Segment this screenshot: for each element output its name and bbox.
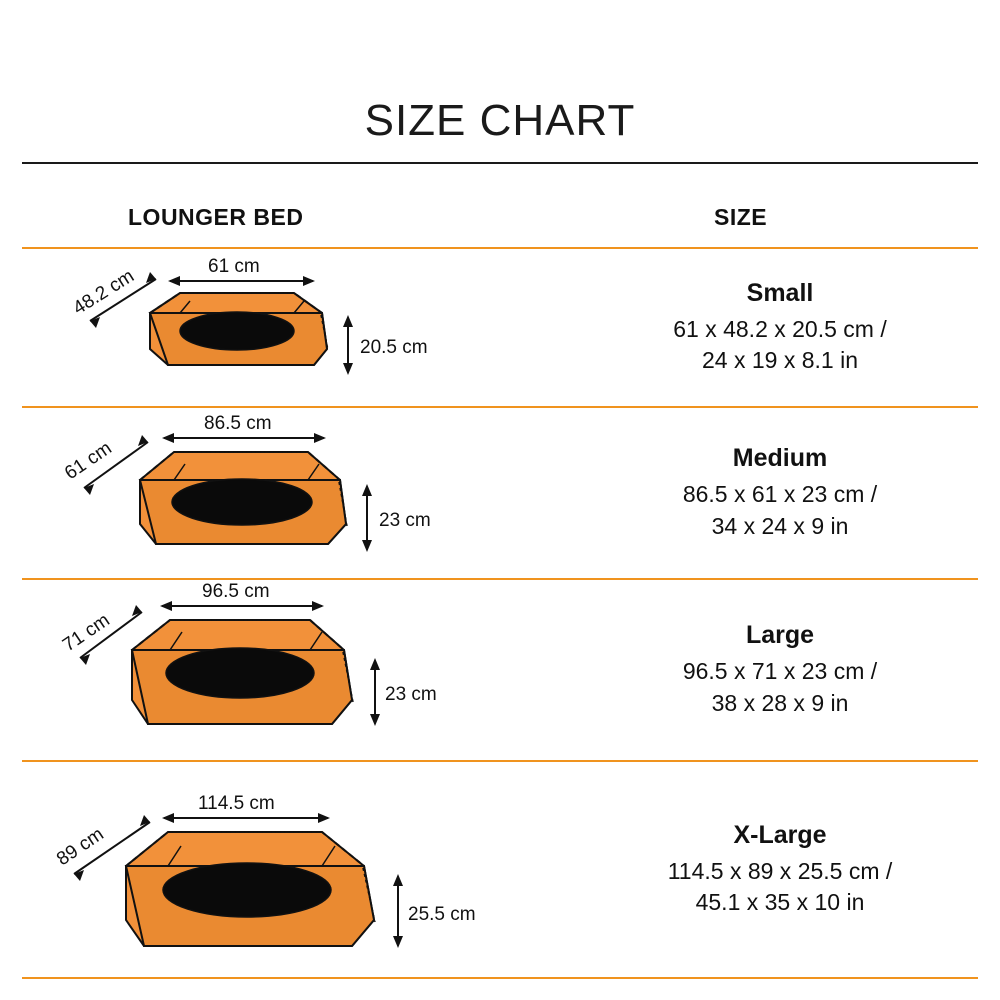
divider-top	[22, 162, 978, 164]
column-header-lounger-bed: LOUNGER BED	[128, 204, 304, 230]
dim-depth-label-xlarge: 89 cm	[53, 823, 108, 871]
size-imperial-xlarge: 45.1 x 35 x 10 in	[695, 889, 865, 915]
page-title: SIZE CHART	[364, 96, 636, 145]
table-row-xlarge	[22, 762, 978, 977]
size-cell-small	[582, 249, 978, 406]
dim-height-label-medium: 23 cm	[379, 510, 431, 531]
bed-diagram-medium	[22, 408, 582, 578]
size-name-small: Small	[746, 278, 814, 307]
size-metric-large: 96.5 x 71 x 23 cm /	[682, 658, 878, 685]
dim-width-label-large: 96.5 cm	[202, 581, 270, 602]
table-row-medium	[22, 408, 978, 578]
dim-height-label-xlarge: 25.5 cm	[408, 904, 476, 925]
size-cell-xlarge	[582, 762, 978, 977]
size-imperial-medium: 34 x 24 x 9 in	[711, 512, 849, 539]
size-cell-large	[582, 580, 978, 760]
size-name-large: Large	[745, 621, 815, 650]
column-header-size: SIZE	[714, 204, 768, 230]
dim-depth-label-medium: 61 cm	[61, 437, 116, 485]
dim-width-label-medium: 86.5 cm	[204, 413, 272, 434]
size-metric-medium: 86.5 x 61 x 23 cm /	[682, 481, 878, 508]
bed-figure-large	[22, 580, 582, 760]
dim-width-label-xlarge: 114.5 cm	[198, 793, 275, 814]
bed-figure-medium	[22, 408, 582, 578]
size-cell-medium	[582, 408, 978, 578]
dim-height-label-large: 23 cm	[385, 684, 437, 705]
dim-height-label-small: 20.5 cm	[360, 337, 428, 358]
size-name-medium: Medium	[732, 444, 828, 473]
bed-diagram-large	[22, 580, 582, 760]
dim-width-label-small: 61 cm	[208, 256, 260, 277]
bed-diagram-xlarge	[22, 762, 582, 977]
table-row-small	[22, 249, 978, 406]
dim-depth-label-large: 71 cm	[59, 609, 114, 657]
bed-diagram-small	[22, 249, 582, 406]
table-row-large	[22, 580, 978, 760]
divider-bottom	[22, 977, 978, 979]
size-metric-small: 61 x 48.2 x 20.5 cm /	[673, 315, 887, 342]
size-name-xlarge: X-Large	[733, 820, 827, 849]
dim-depth-label-small: 48.2 cm	[69, 265, 138, 320]
size-imperial-small: 24 x 19 x 8.1 in	[702, 347, 858, 373]
size-imperial-large: 38 x 28 x 9 in	[711, 689, 849, 716]
size-metric-xlarge: 114.5 x 89 x 25.5 cm /	[667, 857, 893, 884]
bed-figure-xlarge	[22, 762, 582, 977]
bed-figure-small	[22, 249, 582, 406]
